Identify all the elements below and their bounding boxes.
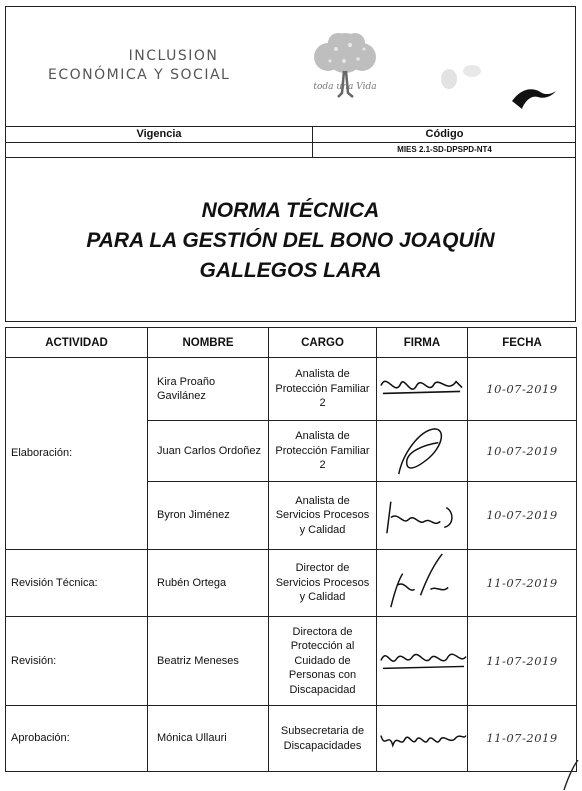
- handwritten-date: 11-07-2019: [486, 731, 558, 746]
- row-name: Juan Carlos Ordoñez: [148, 421, 269, 482]
- row-name: Rubén Ortega: [148, 550, 269, 617]
- table-row: [6, 706, 577, 772]
- document-header: [5, 6, 576, 126]
- signature-cell: [377, 482, 468, 550]
- column-header-actividad: ACTIVIDAD: [6, 328, 148, 358]
- document-meta: [5, 126, 576, 158]
- table-row: [6, 550, 577, 617]
- signature-mark: [377, 706, 467, 771]
- row-position: Directora de Protección al Cuidado de Personas con Discapacidad: [269, 617, 377, 706]
- activity-revision-tecnica: Revisión Técnica:: [6, 550, 148, 617]
- date-cell: [468, 550, 577, 617]
- row-position: Subsecretaria de Discapacidades: [269, 706, 377, 772]
- date-cell: [468, 617, 577, 706]
- signature-mark: [377, 421, 467, 481]
- column-header-cargo: CARGO: [269, 328, 377, 358]
- date-cell: [468, 421, 577, 482]
- row-position: Director de Servicios Procesos y Calidad: [269, 550, 377, 617]
- signature-cell: [377, 421, 468, 482]
- ministry-name: [48, 47, 230, 85]
- codigo-value: MIES 2.1-SD-DPSPD-NT4: [312, 142, 576, 157]
- signature-mark: [377, 617, 467, 705]
- signature-cell: [377, 358, 468, 421]
- handwritten-date: 10-07-2019: [486, 443, 558, 458]
- column-header-firma: FIRMA: [377, 328, 468, 358]
- vigencia-label: Vigencia: [136, 128, 182, 140]
- table-row: [6, 358, 577, 421]
- signature-mark: [377, 482, 467, 549]
- signature-mark: [377, 358, 467, 420]
- handwritten-date: 10-07-2019: [486, 381, 558, 396]
- document-title: [6, 196, 575, 286]
- activity-aprobacion: Aprobación:: [6, 706, 148, 772]
- handwritten-date: 10-07-2019: [486, 508, 558, 523]
- ministry-name-line2: ECONÓMICA Y SOCIAL: [48, 67, 231, 83]
- title-line-1: NORMA TÉCNICA: [201, 199, 380, 222]
- row-position: Analista de Protección Familiar 2: [269, 358, 377, 421]
- signature-cell: [377, 550, 468, 617]
- signature-cell: [377, 617, 468, 706]
- row-name: Byron Jiménez: [148, 482, 269, 550]
- codigo-label: Código: [312, 127, 576, 142]
- handwritten-date: 11-07-2019: [486, 653, 558, 668]
- date-cell: [468, 482, 577, 550]
- pen-stroke-mark: [560, 760, 580, 790]
- row-name: Mónica Ullauri: [148, 706, 269, 772]
- table-header-row: [6, 328, 577, 358]
- handwritten-date: 11-07-2019: [486, 575, 558, 590]
- row-name: Beatriz Meneses: [148, 617, 269, 706]
- logo-text: toda una Vida: [313, 82, 377, 92]
- title-block: [5, 158, 576, 322]
- row-position: Analista de Protección Familiar 2: [269, 421, 377, 482]
- column-header-fecha: FECHA: [468, 328, 577, 358]
- toda-una-vida-tree-logo: [300, 31, 390, 105]
- blurred-logo-mark: [434, 57, 559, 117]
- table-row: [6, 617, 577, 706]
- activity-elaboracion: Elaboración:: [6, 358, 148, 550]
- column-header-nombre: NOMBRE: [148, 328, 269, 358]
- row-name: Kira Proaño Gavilánez: [148, 358, 269, 421]
- title-line-3: GALLEGOS LARA: [199, 259, 382, 282]
- date-cell: [468, 358, 577, 421]
- signature-mark: [377, 550, 467, 616]
- row-position: Analista de Servicios Procesos y Calidad: [269, 482, 377, 550]
- ministry-name-line1: INCLUSION: [128, 48, 219, 64]
- signature-cell: [377, 706, 468, 772]
- activity-revision: Revisión:: [6, 617, 148, 706]
- title-line-2: PARA LA GESTIÓN DEL BONO JOAQUÍN: [86, 229, 495, 252]
- signature-table: [5, 327, 577, 772]
